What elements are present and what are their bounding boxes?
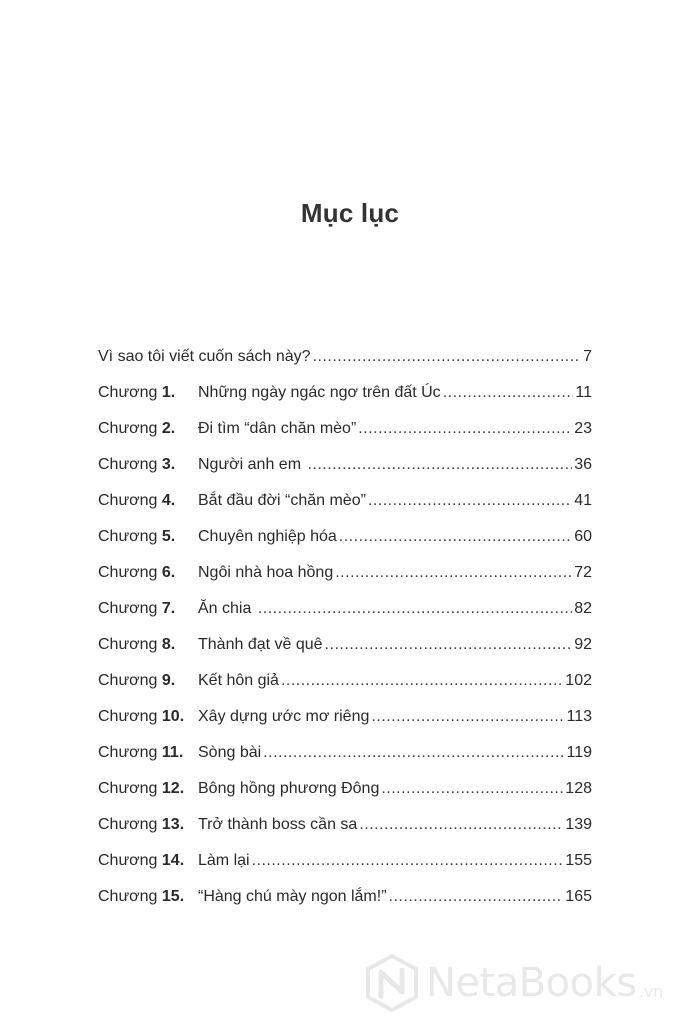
dot-leader xyxy=(325,631,573,659)
toc-entry xyxy=(98,595,592,623)
toc-entry xyxy=(98,415,592,443)
toc-entry-title: Trở thành boss cần sa xyxy=(198,816,358,833)
chapter-label: Chương 15. xyxy=(98,888,185,905)
chapter-label: Chương 3. xyxy=(98,456,176,473)
chapter-number: 1. xyxy=(161,384,176,401)
watermark-brand: NetaBooks xyxy=(426,960,637,1006)
toc-entry-title: Đi tìm “dân chăn mèo” xyxy=(198,420,357,437)
chapter-number: 8. xyxy=(161,636,176,653)
chapter-number: 10. xyxy=(161,708,185,725)
toc-entry-title: Sòng bài xyxy=(198,744,262,761)
chapter-label: Chương 8. xyxy=(98,636,176,653)
dot-leader xyxy=(335,559,572,587)
chapter-label: Chương 2. xyxy=(98,420,176,437)
toc-page-number: 119 xyxy=(566,744,592,761)
chapter-number: 13. xyxy=(161,816,185,833)
dot-leader xyxy=(368,487,572,515)
dot-leader xyxy=(359,811,563,839)
chapter-number: 5. xyxy=(161,528,176,545)
dot-leader xyxy=(313,343,582,371)
netabooks-watermark xyxy=(366,951,686,1015)
toc-entry-preface xyxy=(98,343,592,371)
toc-entry-title: Làm lại xyxy=(198,852,250,869)
dot-leader xyxy=(381,775,563,803)
chapter-label: Chương 6. xyxy=(98,564,176,581)
toc-entry xyxy=(98,811,592,839)
chapter-label: Chương 7. xyxy=(98,600,176,617)
toc-page-number: 82 xyxy=(574,600,592,617)
toc-entry xyxy=(98,451,592,479)
toc-page-number: 7 xyxy=(583,348,592,365)
toc-entry xyxy=(98,775,592,803)
toc-page-number: 113 xyxy=(566,708,592,725)
toc-entry-title: Xây dựng ước mơ riêng xyxy=(198,708,370,725)
dot-leader xyxy=(371,703,564,731)
toc-page-number: 23 xyxy=(574,420,592,437)
toc-entry xyxy=(98,739,592,767)
chapter-number: 7. xyxy=(161,600,176,617)
toc-entry-title: Bông hồng phương Đông xyxy=(198,780,380,797)
chapter-number: 14. xyxy=(161,852,185,869)
chapter-number: 15. xyxy=(161,888,185,905)
chapter-number: 6. xyxy=(161,564,176,581)
toc-page-number: 72 xyxy=(574,564,592,581)
toc-entry xyxy=(98,847,592,875)
dot-leader xyxy=(263,739,564,767)
toc-entry xyxy=(98,559,592,587)
toc-page-number: 36 xyxy=(574,456,592,473)
toc-page-number: 128 xyxy=(565,780,592,797)
toc-page-number: 60 xyxy=(574,528,592,545)
chapter-number: 2. xyxy=(161,420,176,437)
toc-entry-title: Kết hôn giả xyxy=(198,672,279,689)
toc-entry-title: Ăn chia xyxy=(198,600,256,617)
chapter-label: Chương 10. xyxy=(98,708,185,725)
toc-page-number: 102 xyxy=(565,672,592,689)
chapter-number: 3. xyxy=(161,456,176,473)
toc-entry xyxy=(98,631,592,659)
chapter-label: Chương 13. xyxy=(98,816,185,833)
chapter-label: Chương 4. xyxy=(98,492,176,509)
toc-page-number: 165 xyxy=(565,888,592,905)
toc-entry-title: Chuyên nghiệp hóa xyxy=(198,528,337,545)
dot-leader xyxy=(258,595,572,623)
toc-entry xyxy=(98,379,592,407)
toc-page-number: 155 xyxy=(565,852,592,869)
toc-page-number: 92 xyxy=(574,636,592,653)
toc-entry xyxy=(98,523,592,551)
toc-entry-title: “Hàng chú mày ngon lắm!” xyxy=(198,888,387,905)
chapter-number: 11. xyxy=(161,744,184,761)
toc-entry xyxy=(98,667,592,695)
chapter-label: Chương 12. xyxy=(98,780,185,797)
chapter-number: 12. xyxy=(161,780,185,797)
chapter-label: Chương 11. xyxy=(98,744,184,761)
dot-leader xyxy=(358,415,572,443)
toc-entry-title: Những ngày ngác ngơ trên đất Úc xyxy=(198,384,441,401)
toc-entry xyxy=(98,883,592,911)
dot-leader xyxy=(443,379,574,407)
toc-entry-title: Người anh em xyxy=(198,456,306,473)
toc-entry-title: Thành đạt về quê xyxy=(198,636,323,653)
netabooks-logo-icon xyxy=(366,954,418,1012)
dot-leader xyxy=(339,523,572,551)
dot-leader xyxy=(281,667,563,695)
dot-leader xyxy=(307,451,572,479)
chapter-number: 4. xyxy=(161,492,176,509)
dot-leader xyxy=(252,847,564,875)
toc-page-number: 139 xyxy=(565,816,592,833)
toc-entry-title: Vì sao tôi viết cuốn sách này? xyxy=(98,348,311,365)
chapter-label: Chương 14. xyxy=(98,852,185,869)
watermark-suffix: .vn xyxy=(638,982,664,1001)
toc-entry xyxy=(98,703,592,731)
page-title: Mục lục xyxy=(300,198,400,228)
chapter-label: Chương 9. xyxy=(98,672,176,689)
chapter-label: Chương 5. xyxy=(98,528,176,545)
toc-page-number: 11 xyxy=(575,384,592,401)
toc-entry xyxy=(98,487,592,515)
toc-page-number: 41 xyxy=(574,492,592,509)
dot-leader xyxy=(389,883,564,911)
chapter-number: 9. xyxy=(161,672,176,689)
chapter-label: Chương 1. xyxy=(98,384,176,401)
toc-entry-title: Ngôi nhà hoa hồng xyxy=(198,564,334,581)
toc-entry-title: Bắt đầu đời “chăn mèo” xyxy=(198,492,366,509)
